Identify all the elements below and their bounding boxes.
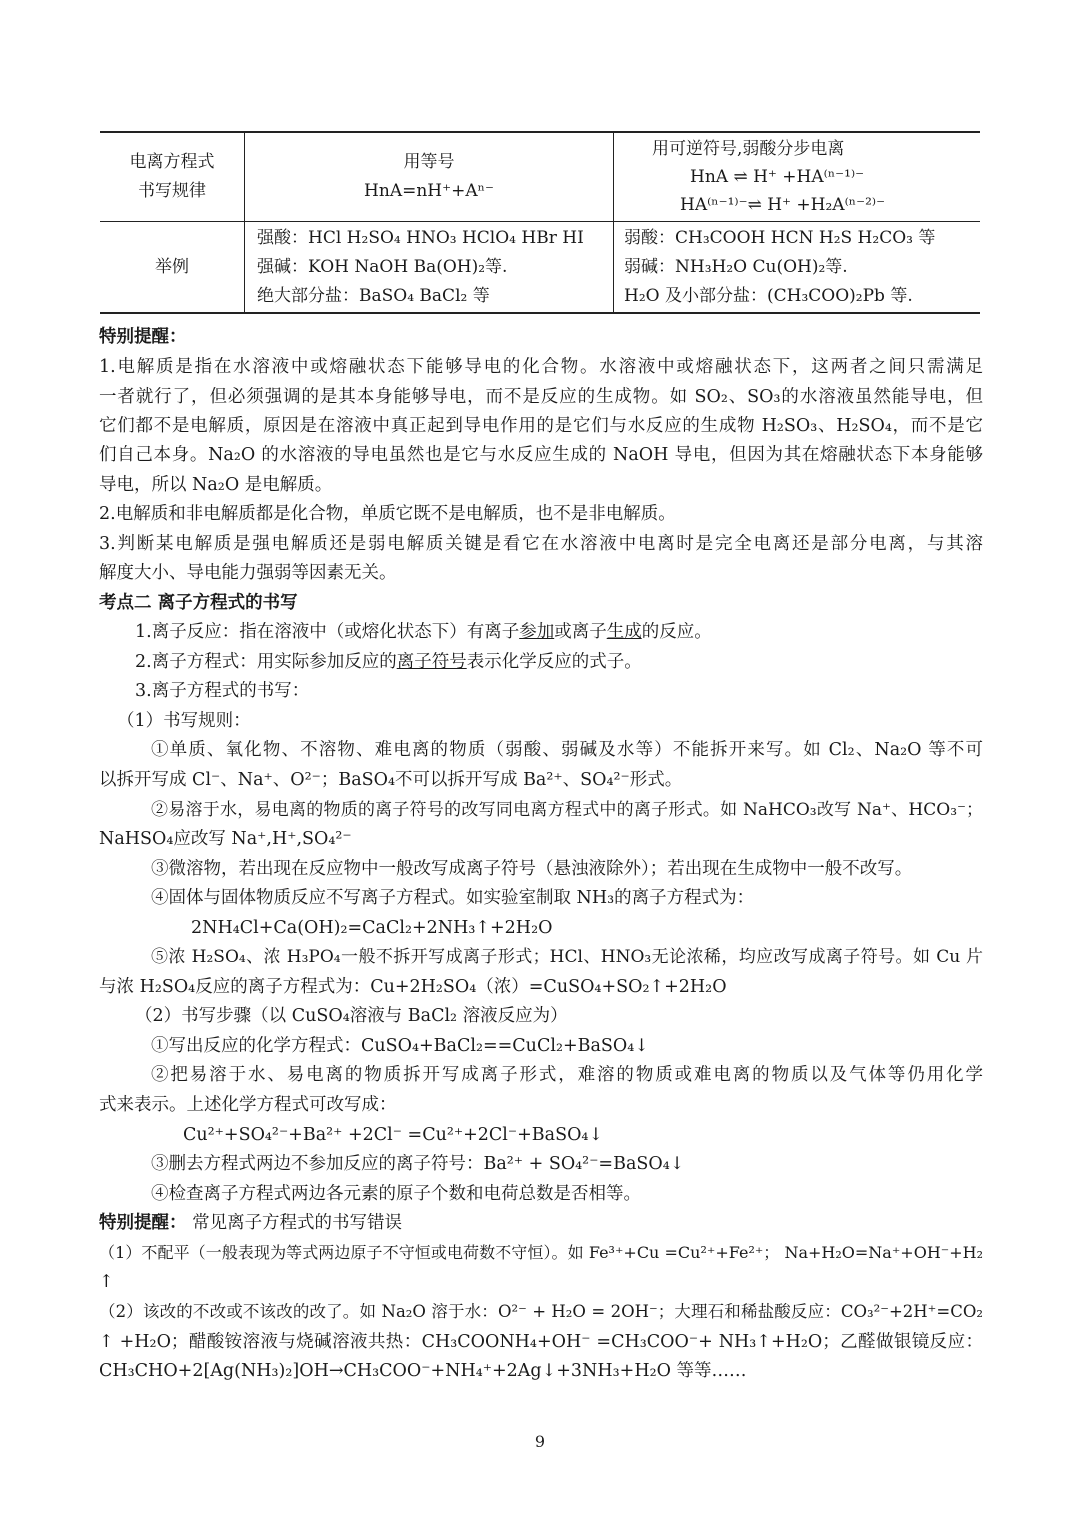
strong-bases: 强碱：KOH NaOH Ba(OH)₂等.: [257, 256, 508, 277]
weak-electrolyte-rule: [614, 132, 981, 222]
strong-electrolyte-examples: [245, 222, 614, 314]
tip-heading: 特别提醒：: [99, 327, 187, 347]
paragraph-line: 它们都不是电解质，原因是在溶液中真正起到导电作用的是它们与水反应的生成物 H₂SO₃、H₂SO₄，而不是它: [99, 416, 983, 436]
paragraph-line: 以拆开写成 Cl⁻、Na⁺、O²⁻；BaSO₄不可以拆开写成 Ba²⁺、SO₄²⁻形式。: [99, 770, 683, 790]
tip-heading-2: [99, 1208, 402, 1238]
water-and-some-salts: H₂O 及小部分盐：(CH₃COO)₂Pb 等.: [624, 285, 913, 306]
text-run: 的反应。: [641, 622, 712, 642]
text-run: 1.离子反应：指在溶液中（或熔化状态下）有离子: [135, 622, 520, 642]
paragraph-line: （1）不配平（一般表现为等式两边原子不守恒或电荷数不守恒）。如 Fe³⁺+Cu =Cu²⁺+Fe²⁺； Na+H₂O=Na⁺+OH⁻+H₂: [99, 1243, 983, 1262]
row-label-examples: 举例: [100, 222, 245, 314]
paragraph-line: ②易溶于水，易电离的物质的离子符号的改写同电离方程式中的离子形式。如 NaHCO₃改写 Na⁺、HCO₃⁻；: [151, 800, 983, 820]
paragraph-line: ↑ +H₂O；醋酸铵溶液与烧碱溶液共热：CH₃COONH₄+OH⁻ =CH₃COO⁻+ NH₃↑+H₂O；乙醛做银镜反应：: [99, 1332, 983, 1352]
paragraph-line: 1.电解质是指在水溶液中或熔融状态下能够导电的化合物。水溶液中或熔融状态下，这两者之间只需满足: [99, 357, 983, 377]
row-label-line: 书写规律: [138, 181, 206, 201]
paragraph-line: ③微溶物，若出现在反应物中一般改写成离子符号（悬浊液除外）；若出现在生成物中一般不改写。: [151, 859, 913, 879]
paragraph-line: （1）书写规则：: [117, 711, 251, 731]
equation-line: 2NH₄Cl+Ca(OH)₂=CaCl₂+2NH₃↑+2H₂O: [191, 918, 553, 938]
text-run: 或离子: [554, 622, 607, 642]
paragraph-line: 3.离子方程式的书写：: [135, 681, 310, 701]
paragraph-line: 2.电解质和非电解质都是化合物，单质它既不是电解质，也不是非电解质。: [99, 504, 676, 524]
paragraph-line: CH₃CHO+2[Ag(NH₃)₂]OH→CH₃COO⁻+NH₄⁺+2Ag↓+3NH₃+H₂O 等等……: [99, 1361, 747, 1381]
row-label-rules: [100, 132, 245, 222]
ionic-reaction-definition: [135, 617, 712, 647]
paragraph-line: （2）书写步骤（以 CuSO₄溶液与 BaCl₂ 溶液反应为）: [135, 1006, 568, 1026]
row-label-line: 电离方程式: [129, 152, 215, 172]
weak-rule-equation-1: HnA ⇌ H⁺ +HA⁽ⁿ⁻¹⁾⁻: [690, 167, 865, 187]
ionic-equation-definition: [135, 647, 642, 677]
strong-electrolyte-rule: [245, 132, 614, 222]
most-salts: 绝大部分盐：BaSO₄ BaCl₂ 等: [257, 285, 490, 306]
weak-rule-equation-2: HA⁽ⁿ⁻¹⁾⁻⇌ H⁺ +H₂A⁽ⁿ⁻²⁾⁻: [680, 195, 886, 215]
ionization-equation-table: [100, 131, 980, 314]
paragraph-line: NaHSO₄应改写 Na⁺,H⁺,SO₄²⁻: [99, 829, 352, 849]
page-number: 9: [534, 1432, 546, 1451]
weak-electrolyte-examples: [614, 222, 981, 314]
weak-rule-text: 用可逆符号,弱酸分步电离: [652, 139, 845, 159]
text-run: 2.离子方程式：用实际参加反应的: [135, 652, 397, 672]
paragraph-line: ⑤浓 H₂SO₄、浓 H₃PO₄一般不拆开写成离子形式；HCl、HNO₃无论浓稀，均应改写成离子符号。如 Cu 片: [151, 947, 983, 967]
paragraph-line: 解度大小、导电能力强弱等因素无关。: [99, 563, 397, 583]
paragraph-line: ④固体与固体物质反应不写离子方程式。如实验室制取 NH₃的离子方程式为：: [151, 888, 755, 908]
paragraph-line: ②把易溶于水、易电离的物质拆开写成离子形式，难溶的物质或难电离的物质以及气体等仍用化学: [151, 1065, 983, 1085]
weak-bases: 弱碱：NH₃H₂O Cu(OH)₂等.: [624, 256, 848, 277]
table-row-rules: [100, 132, 980, 222]
paragraph-line: ↑: [99, 1272, 114, 1292]
section-heading: 考点二 离子方程式的书写: [99, 593, 298, 613]
paragraph-line: 式来表示。上述化学方程式可改写成：: [99, 1095, 397, 1115]
equation-line: Cu²⁺+SO₄²⁻+Ba²⁺ +2Cl⁻ =Cu²⁺+2Cl⁻+BaSO₄↓: [183, 1125, 604, 1145]
weak-acids: 弱酸：CH₃COOH HCN H₂S H₂CO₃ 等: [624, 227, 936, 248]
paragraph-line: 导电，所以 Na₂O 是电解质。: [99, 475, 333, 495]
tip-label: 特别提醒：: [99, 1213, 187, 1233]
strong-acids: 强酸：HCl H₂SO₄ HNO₃ HClO₄ HBr HI: [257, 227, 584, 248]
paragraph-line: （2）该改的不改或不该改的改了。如 Na₂O 溶于水：O²⁻ + H₂O = 2OH⁻；大理石和稀盐酸反应：CO₃²⁻+2H⁺=CO₂: [99, 1302, 983, 1321]
table-row-examples: [100, 222, 980, 314]
paragraph-line: 与浓 H₂SO₄反应的离子方程式为：Cu+2H₂SO₄（浓）=CuSO₄+SO₂↑+2H₂O: [99, 977, 727, 997]
paragraph-line: ③删去方程式两边不参加反应的离子符号：Ba²⁺ + SO₄²⁻=BaSO₄↓: [151, 1154, 685, 1174]
paragraph-line: ①写出反应的化学方程式：CuSO₄+BaCl₂==CuCl₂+BaSO₄↓: [151, 1036, 649, 1056]
paragraph-line: ④检查离子方程式两边各元素的原子个数和电荷总数是否相等。: [151, 1184, 641, 1204]
paragraph-line: 一者就行了，但必须强调的是其本身能够导电，而不是反应的生成物。如 SO₂、SO₃的水溶液虽然能导电，但: [99, 387, 983, 407]
tip-subject: 常见离子方程式的书写错误: [186, 1213, 403, 1233]
paragraph-line: 3.判断某电解质是强电解质还是弱电解质关键是看它在水溶液中电离时是完全电离还是部分电离，与其溶: [99, 534, 983, 554]
underlined-term: 生成: [606, 622, 642, 642]
paragraph-line: ①单质、氧化物、不溶物、难电离的物质（弱酸、弱碱及水等）不能拆开来写。如 Cl₂、Na₂O 等不可: [151, 740, 983, 760]
text-run: 表示化学反应的式子。: [466, 652, 642, 672]
strong-rule-equation: HnA=nH⁺+Aⁿ⁻: [364, 181, 494, 201]
strong-rule-text: 用等号: [403, 152, 455, 172]
underlined-term: 参加: [519, 622, 555, 642]
underlined-term: 离子符号: [396, 652, 467, 672]
paragraph-line: 们自己本身。Na₂O 的水溶液的导电虽然也是它与水反应生成的 NaOH 导电，但因为其在熔融状态下本身能够: [99, 445, 983, 465]
